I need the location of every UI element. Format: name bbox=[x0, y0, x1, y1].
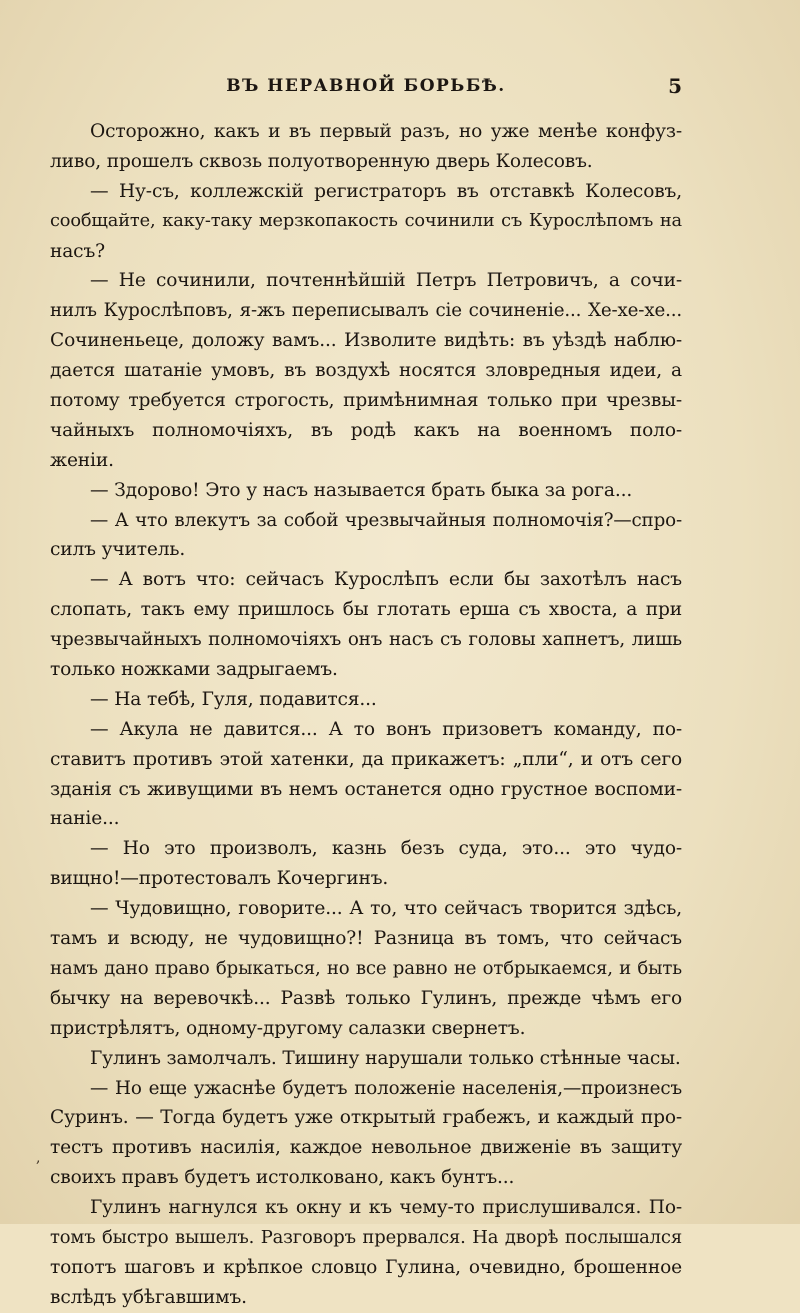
text-line: Суринъ. — Тогда будетъ уже открытый грабежъ, и каждый про- bbox=[50, 1107, 682, 1129]
text-line: чайныхъ полномочіяхъ, въ родѣ какъ на военномъ поло- bbox=[50, 419, 682, 441]
text-line: — Акула не давится... А то вонъ призоветъ команду, по- bbox=[90, 718, 682, 740]
margin-mark: , bbox=[36, 1150, 41, 1166]
text-line: ливо, прошелъ сквозь полуотворенную дверь Колесовъ. bbox=[50, 150, 593, 172]
text-line: зданія съ живущими въ немъ останется одно грустное воспоми- bbox=[50, 778, 682, 800]
text-line: тамъ и всюду, не чудовищно?! Разница въ томъ, что сейчасъ bbox=[50, 928, 682, 950]
text-line: вищно!—протестовалъ Кочергинъ. bbox=[50, 868, 389, 890]
body-text bbox=[50, 117, 682, 1313]
text-line: бычку на веревочкѣ... Развѣ только Гулинъ, прежде чѣмъ его bbox=[50, 987, 682, 1009]
text-line: Сочиненьеце, доложу вамъ... Изволите видѣть: въ уѣздѣ наблю- bbox=[50, 330, 682, 352]
text-line: своихъ правъ будетъ истолковано, какъ бунтъ... bbox=[50, 1167, 515, 1189]
text-line: сообщайте, каку-таку мерзкопакость сочинили съ Курослѣпомъ на bbox=[50, 210, 682, 231]
text-line: женіи. bbox=[50, 449, 114, 471]
text-line: намъ дано право брыкаться, но все равно не отбрыкаемся, и быть bbox=[50, 957, 682, 979]
running-title: ВЪ НЕРАВНОЙ БОРЬБѢ. bbox=[226, 76, 506, 96]
text-line: — Но еще ужаснѣе будетъ положеніе населенія,—произнесъ bbox=[90, 1077, 682, 1099]
text-line: насъ? bbox=[50, 240, 105, 262]
text-line: — Но это произволъ, казнь безъ суда, это... это чудо- bbox=[90, 838, 682, 860]
text-line: нилъ Курослѣповъ, я-жъ переписывалъ сіе сочиненіе... Хе-хе-хе... bbox=[50, 300, 682, 322]
text-line: — А что влекутъ за собой чрезвычайныя полномочія?—спро- bbox=[90, 509, 682, 531]
text-line: — Не сочинили, почтеннѣйшій Петръ Петровичъ, а сочи- bbox=[90, 270, 682, 292]
text-line: топотъ шаговъ и крѣпкое словцо Гулина, очевидно, брошенное bbox=[50, 1256, 682, 1278]
text-line: Гулинъ нагнулся къ окну и къ чему-то прислушивался. По- bbox=[90, 1197, 682, 1219]
text-line: — А вотъ что: сейчасъ Курослѣпъ если бы захотѣлъ насъ bbox=[90, 569, 682, 591]
text-line: Осторожно, какъ и въ первый разъ, но уже менѣе конфуз- bbox=[90, 121, 682, 142]
text-line: пристрѣлятъ, одному-другому салазки свернетъ. bbox=[50, 1017, 526, 1039]
page-header bbox=[50, 72, 682, 100]
page-number: 5 bbox=[668, 74, 682, 98]
text-line: Гулинъ замолчалъ. Тишину нарушали только стѣнные часы. bbox=[90, 1047, 681, 1069]
text-line: томъ быстро вышелъ. Разговоръ прервался. На дворѣ послышался bbox=[50, 1226, 682, 1248]
text-line: только ножками задрыгаемъ. bbox=[50, 659, 338, 681]
text-line: дается шатаніе умовъ, въ воздухѣ носятся зловредныя идеи, а bbox=[50, 360, 682, 382]
text-line: чрезвычайныхъ полномочіяхъ онъ насъ съ головы хапнетъ, лишь bbox=[50, 629, 682, 651]
text-line: тестъ противъ насилія, каждое невольное движеніе въ защиту bbox=[50, 1137, 682, 1159]
text-line: слопать, такъ ему пришлось бы глотать ерша съ хвоста, а при bbox=[50, 599, 682, 621]
text-line: — На тебѣ, Гуля, подавится... bbox=[90, 688, 377, 710]
text-line: силъ учитель. bbox=[50, 539, 186, 561]
text-line: наніе... bbox=[50, 808, 120, 830]
text-line: вслѣдъ убѣгавшимъ. bbox=[50, 1286, 247, 1308]
text-line: — Чудовищно, говорите... А то, что сейчасъ творится здѣсь, bbox=[90, 898, 682, 920]
text-line: — Здорово! Это у насъ называется брать быка за рога... bbox=[90, 479, 633, 501]
text-line: ставитъ противъ этой хатенки, да прикажетъ: „пли“, и отъ сего bbox=[50, 748, 682, 770]
text-line: потому требуется строгость, примѣнимная только при чрезвы- bbox=[50, 390, 682, 412]
text-line: — Ну-съ, коллежскій регистраторъ въ отставкѣ Колесовъ, bbox=[90, 180, 682, 202]
